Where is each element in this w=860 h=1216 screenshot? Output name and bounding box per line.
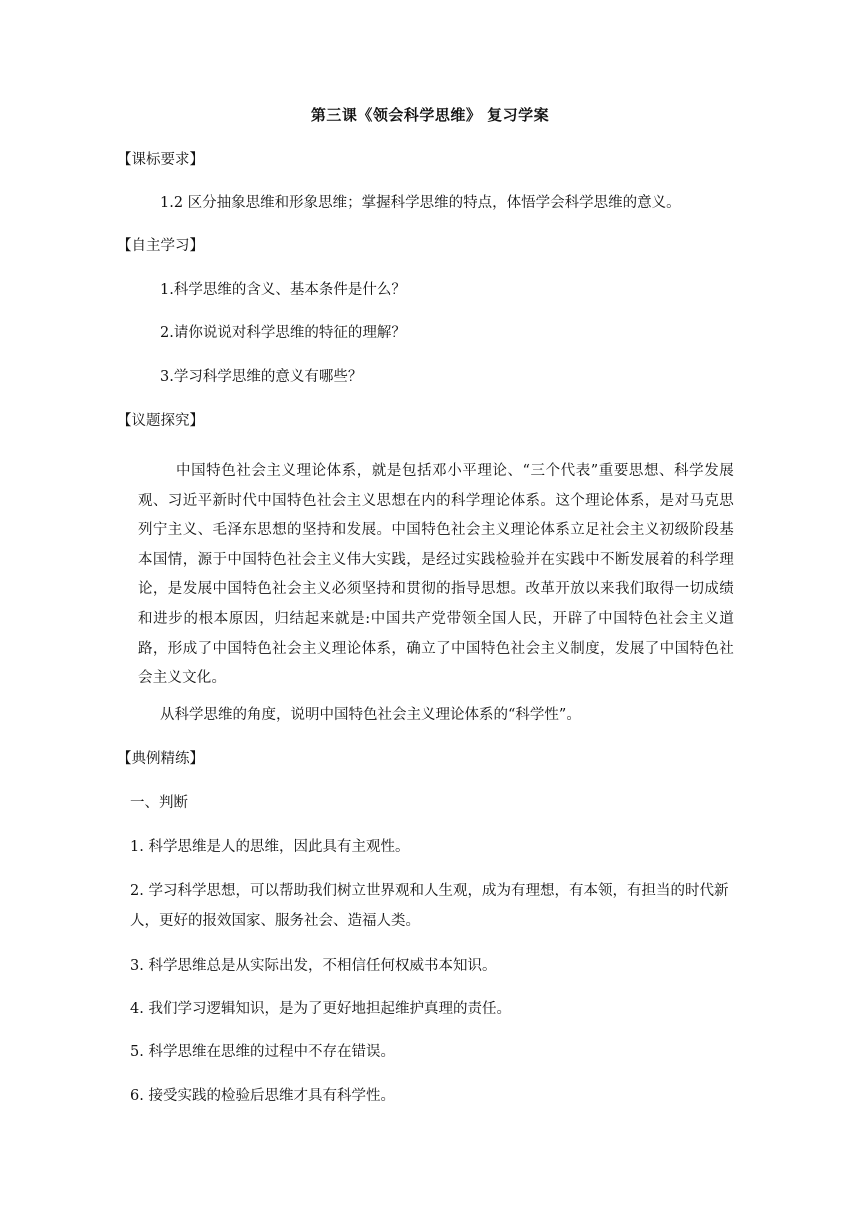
judgement-item-6: 6. 接受实践的检验后思维才具有科学性。	[130, 1088, 395, 1104]
judgement-item-2: 2. 学习科学思想，可以帮助我们树立世界观和人生观，成为有理想，有本领，有担当的时代新人，更好的报效国家、服务社会、造福人类。	[130, 883, 729, 929]
self-study-question-2: 2.请你说说对科学思维的特征的理解？	[160, 325, 406, 341]
examples-part-title: 一、判断	[130, 795, 188, 811]
judgement-item-1: 1. 科学思维是人的思维，因此具有主观性。	[130, 839, 410, 855]
curriculum-heading: 【课标要求】	[117, 152, 204, 168]
page-title: 第三课《领会科学思维》 复习学案	[310, 106, 550, 124]
judgement-item-4: 4. 我们学习逻辑知识，是为了更好地担起维护真理的责任。	[130, 1001, 511, 1017]
judgement-item-3: 3. 科学思维总是从实际出发，不相信任何权威书本知识。	[130, 958, 497, 974]
self-study-question-3: 3.学习科学思维的意义有哪些？	[160, 369, 363, 385]
self-study-heading: 【自主学习】	[117, 238, 204, 254]
examples-heading: 【典例精练】	[117, 751, 204, 767]
inquiry-heading: 【议题探究】	[117, 413, 204, 429]
inquiry-paragraph: 中国特色社会主义理论体系，就是包括邓小平理论、“三个代表”重要思想、科学发展观、习近平新时代中国特色社会主义思想在内的科学理论体系。这个理论体系，是对马克思列宁主义、毛泽东思想的坚持和发展。中国特色社会主义理论体系立足社会主义初级阶段基本国情，源于中国特色社会主义伟大实践，是经过实践检验并在实践中不断发展着的科学理论，是发展中国特色社会主义必须坚持和贯彻的指导思想。改革开放以来我们取得一切成绩和进步的根本原因，归结起来就是:中国共产党带领全国人民，开辟了中国特色社会主义道路，形成了中国特色社会主义理论体系，确立了中国特色社会主义制度，发展了中国特色社会主义文化。	[138, 463, 734, 687]
curriculum-text: 1.2 区分抽象思维和形象思维；掌握科学思维的特点，体悟学会科学思维的意义。	[160, 195, 681, 211]
self-study-question-1: 1.科学思维的含义、基本条件是什么？	[160, 282, 406, 298]
judgement-item-5: 5. 科学思维在思维的过程中不存在错误。	[130, 1044, 395, 1060]
inquiry-question: 从科学思维的角度，说明中国特色社会主义理论体系的“科学性”。	[160, 707, 581, 723]
